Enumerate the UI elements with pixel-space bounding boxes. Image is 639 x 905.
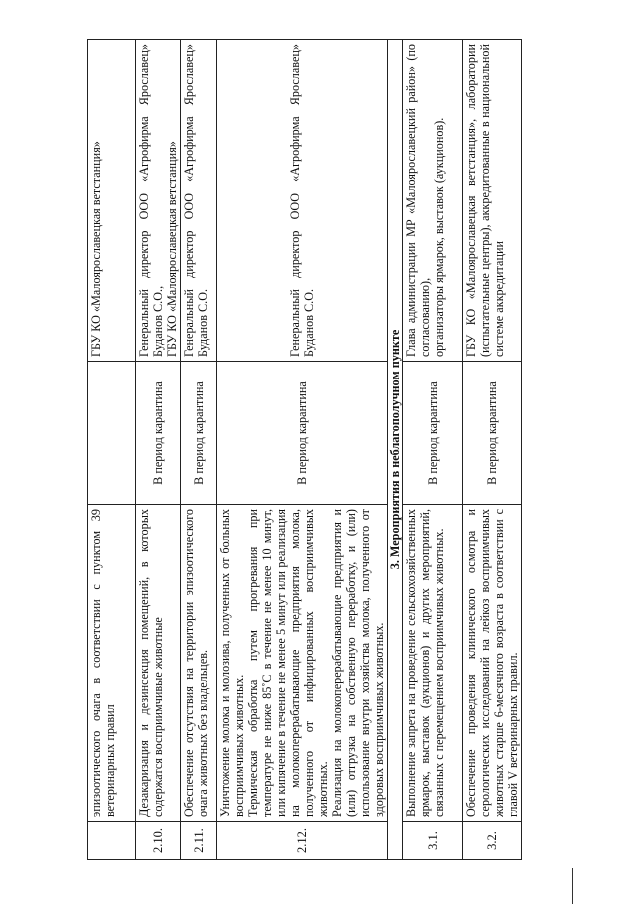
measure-text: Обеспечение проведения клинического осмотра и серологических исследований на лейкоз восприимчивых животных старше 6-месячного возраста в соответствии с главой V ветеринарных правил. [463,505,522,822]
responsible-text: ГБУ КО «Малоярославецкая ветстанция», лаборатории (испытательные центры), аккредитованные в национальной системе аккредитации [463,40,522,362]
measure-paragraph-2: Термическая обработка путем прогревания при температуре не ниже 85˚С в течение не менее 10 минут, или кипячение в течение не менее 5 минут или реализация на молокоперерабатывающие предприятия молока, полученного от инфицированных восприимчивых животных. [246,509,330,817]
period-text: В период карантина [463,362,522,505]
responsible-text: Глава администрации МР «Малоярославецкий район» (по согласованию), [404,44,432,357]
measure-paragraph-1: Уничтожение молока и молозива, полученных от больных восприимчивых животных. [218,509,246,817]
measure-text: Выполнение запрета на проведение сельскохозяйственных ярмарок, выставок (аукционов) и других мероприятий, связанных с перемещением восприимчивых животных. [403,505,463,822]
section-header-row [388,40,403,860]
table-row [181,40,217,860]
responsible-text: ГБУ КО «Малоярославецкая ветстанция» [88,40,136,362]
responsible-text: Генеральный директор ООО «Агрофирма Ярославец» Буданов С.О. [217,40,388,362]
responsible-text: Генеральный директор ООО «Агрофирма Ярославец» Буданов С.О., [137,44,165,357]
row-number: 2.11. [181,822,217,860]
row-number: 3.2. [463,822,522,860]
row-number: 3.1. [403,822,463,860]
responsible-text-2: ГБУ КО «Малоярославецкая ветстанция» [165,141,179,357]
margin-mark [572,868,573,904]
responsible-cell [403,40,463,362]
table-row [217,40,388,860]
responsible-text: Генеральный директор ООО «Агрофирма Ярославец» Буданов С.О. [181,40,217,362]
measure-text: Дезакаризация и дезинсекция помещений, в которых содержатся восприимчивые животные [136,505,181,822]
measure-cell [217,505,388,822]
responsible-cell [136,40,181,362]
period-text: В период карантина [181,362,217,505]
row-number [88,822,136,860]
period-text [88,362,136,505]
period-text: В период карантина [217,362,388,505]
table-row [463,40,522,860]
table-row [403,40,463,860]
table-row [136,40,181,860]
measure-paragraph-3: Реализация на молокоперерабатывающие предприятия и (или) отгрузка на собственную переработку, и (или) использование внутри хозяйства молока, полученного от здоровых восприимчивых животных. [330,509,386,817]
table-row [88,40,136,860]
row-number: 2.12. [217,822,388,860]
measure-text: эпизоотического очага в соответствии с пунктом 39 ветеринарных правил [88,505,136,822]
measures-table [87,39,522,860]
section-title: 3. Мероприятия в неблагополучном пункте [388,40,403,860]
responsible-text-2: организаторы ярмарок, выставок (аукционов). [432,117,446,357]
rotated-document [87,40,520,860]
measure-text: Обеспечение отсутствия на территории эпизоотического очага животных без владельцев. [181,505,217,822]
period-text: В период карантина [403,362,463,505]
row-number: 2.10. [136,822,181,860]
period-text: В период карантина [136,362,181,505]
